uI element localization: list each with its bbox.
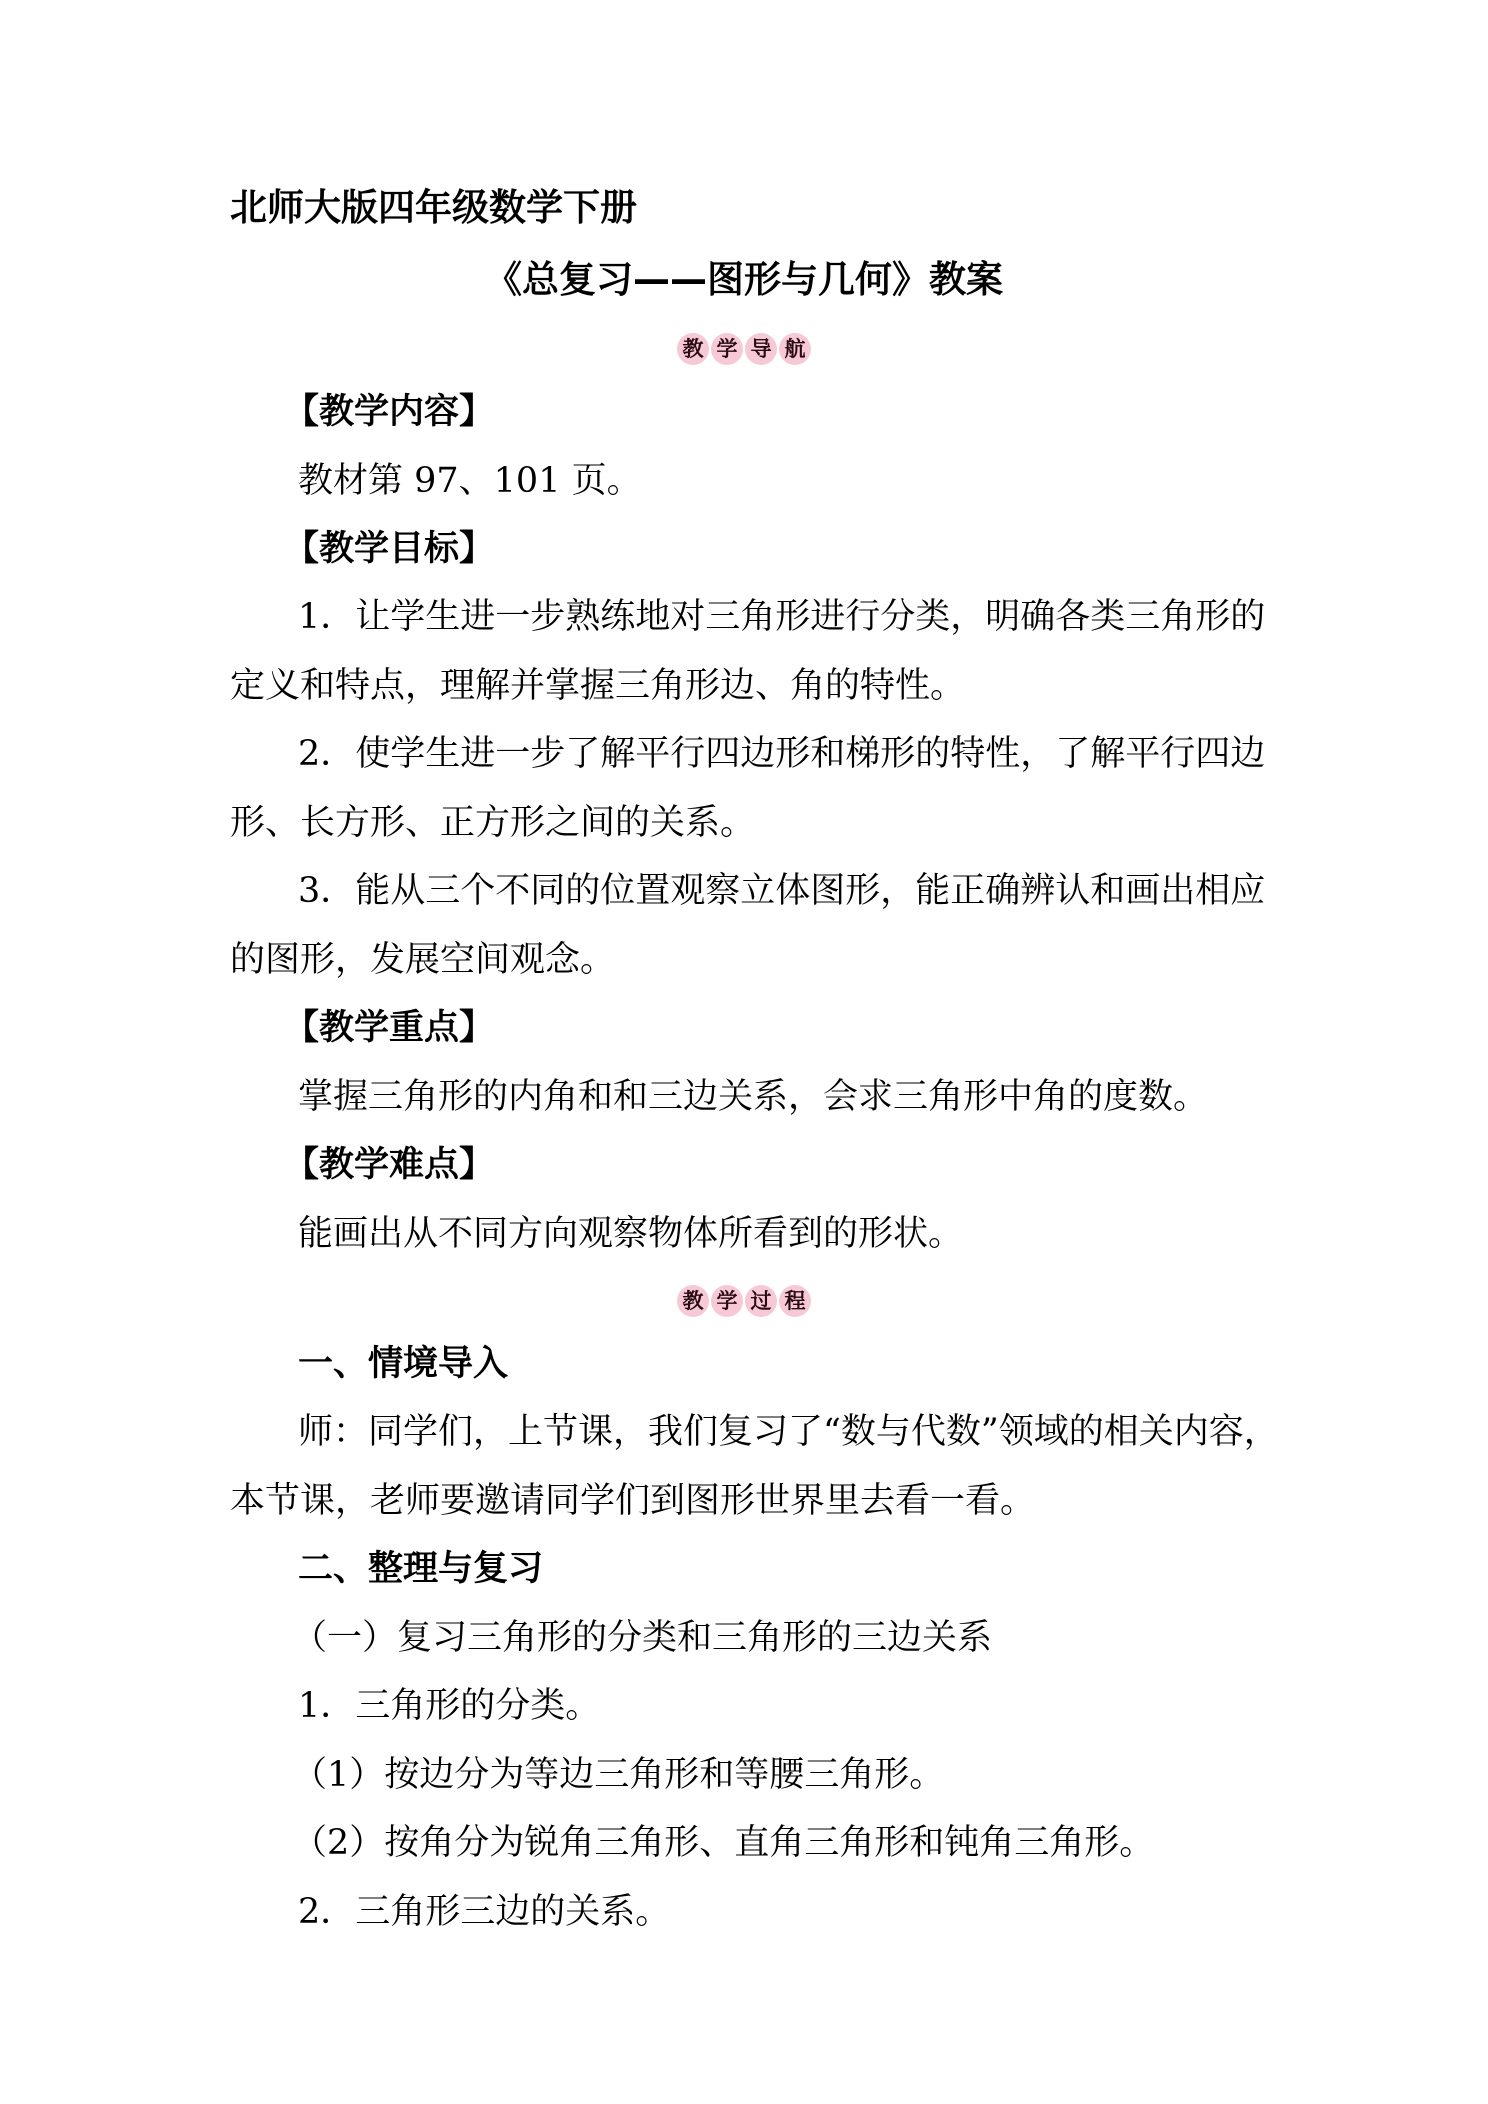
sub-1-heading: （一）复习三角形的分类和三角形的三边关系 xyxy=(292,1618,993,1658)
badge-char: 教 xyxy=(677,1285,709,1317)
badge-char: 教 xyxy=(677,333,709,365)
goal-1-line-2: 定义和特点，理解并掌握三角形边、角的特性。 xyxy=(230,666,966,706)
teaching-process-badge xyxy=(0,1285,1488,1317)
difficulty-heading: 【教学难点】 xyxy=(284,1145,495,1185)
goal-3-line-1: 3．能从三个不同的位置观察立体图形，能正确辨认和画出相应 xyxy=(298,871,1266,911)
part-2-heading: 二、整理与复习 xyxy=(298,1549,544,1589)
badge-char: 程 xyxy=(779,1285,811,1317)
goals-heading: 【教学目标】 xyxy=(284,529,495,569)
goal-2-line-2: 形、长方形、正方形之间的关系。 xyxy=(230,803,756,843)
item-1-a: （1）按边分为等边三角形和等腰三角形。 xyxy=(292,1755,945,1795)
publisher-line: 北师大版四年级数学下册 xyxy=(230,186,637,229)
key-heading: 【教学重点】 xyxy=(284,1008,495,1048)
key-text: 掌握三角形的内角和和三边关系，会求三角形中角的度数。 xyxy=(298,1077,1209,1117)
badge-char: 学 xyxy=(711,333,743,365)
goal-2-line-1: 2．使学生进一步了解平行四边形和梯形的特性，了解平行四边 xyxy=(298,734,1266,774)
item-2: 2．三角形三边的关系。 xyxy=(298,1892,671,1932)
part-1-line-1: 师：同学们，上节课，我们复习了“数与代数”领域的相关内容， xyxy=(298,1412,1279,1452)
badge-char: 学 xyxy=(711,1285,743,1317)
difficulty-text: 能画出从不同方向观察物体所看到的形状。 xyxy=(298,1214,964,1254)
badge-char: 过 xyxy=(745,1285,777,1317)
document-title: 《总复习——图形与几何》教案 xyxy=(485,258,1003,301)
goal-3-line-2: 的图形，发展空间观念。 xyxy=(230,940,616,980)
badge-char: 航 xyxy=(779,333,811,365)
item-1-b: （2）按角分为锐角三角形、直角三角形和钝角三角形。 xyxy=(292,1823,1155,1863)
part-1-line-2: 本节课，老师要邀请同学们到图形世界里去看一看。 xyxy=(230,1481,1036,1521)
goal-1-line-1: 1．让学生进一步熟练地对三角形进行分类，明确各类三角形的 xyxy=(298,597,1266,637)
item-1: 1．三角形的分类。 xyxy=(298,1686,601,1726)
part-1-heading: 一、情境导入 xyxy=(298,1344,509,1384)
content-heading: 【教学内容】 xyxy=(284,392,495,432)
teaching-nav-badge xyxy=(0,333,1488,365)
badge-char: 导 xyxy=(745,333,777,365)
content-text: 教材第 97、101 页。 xyxy=(298,461,642,501)
